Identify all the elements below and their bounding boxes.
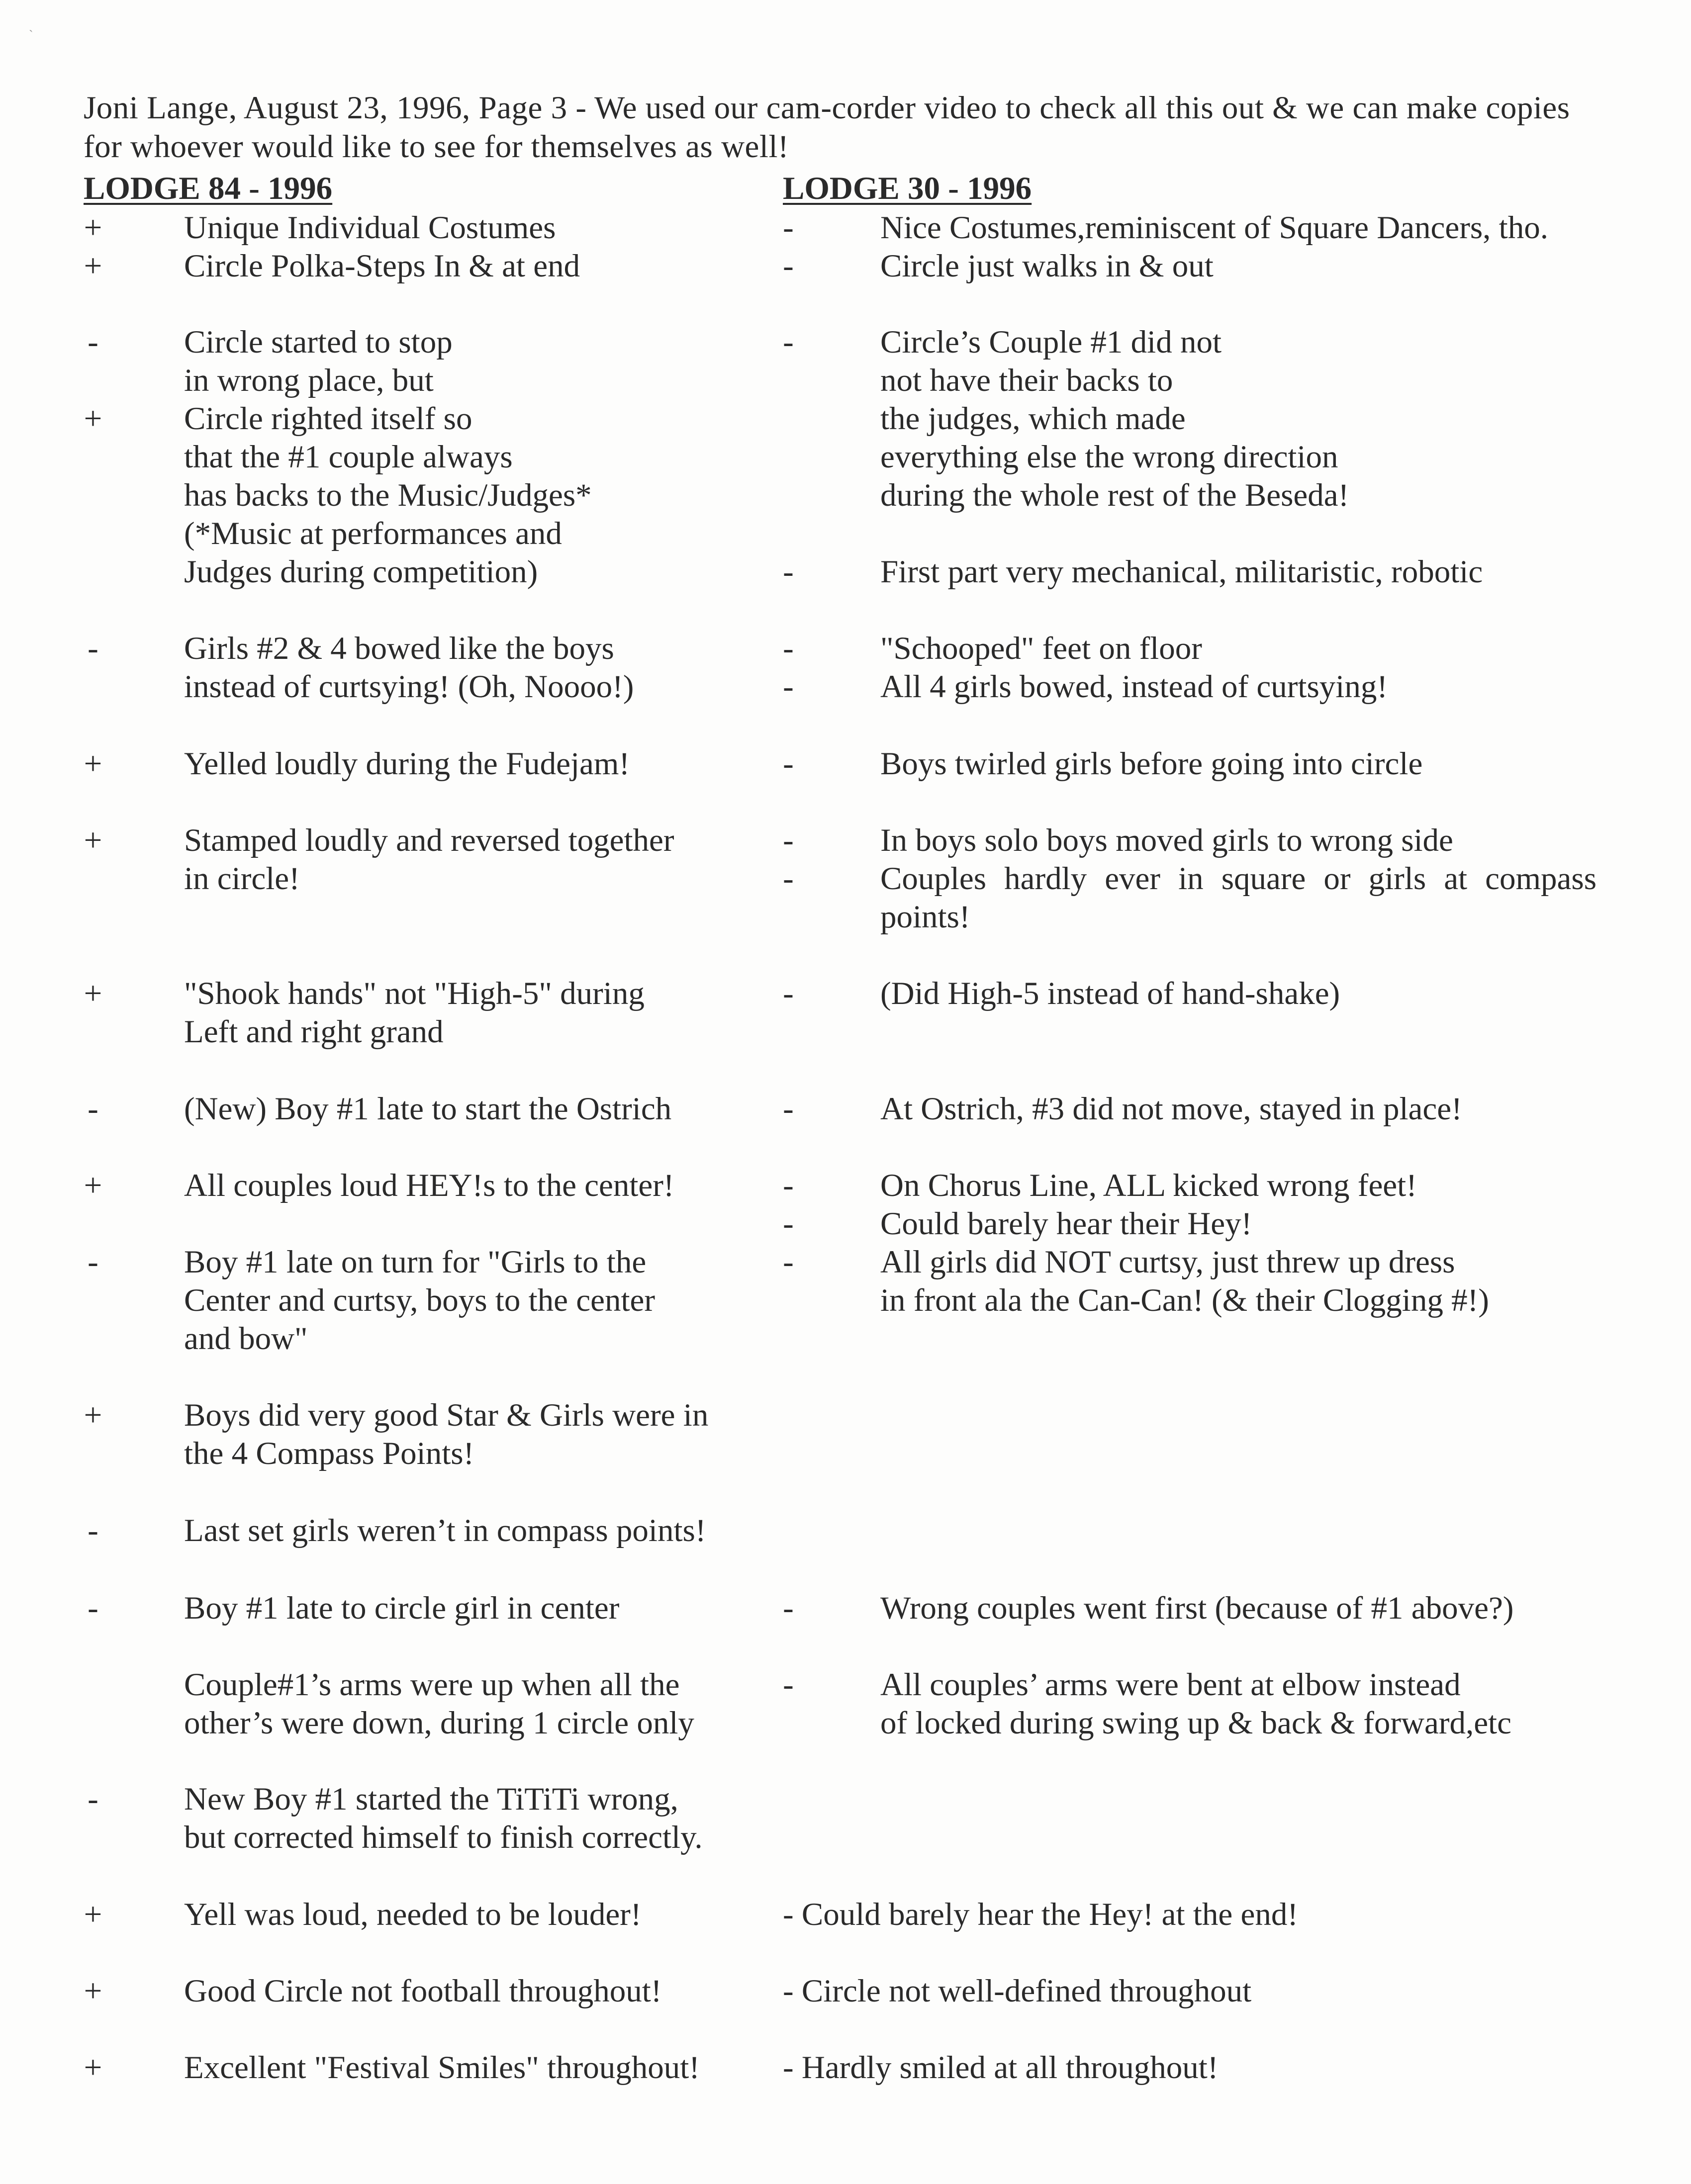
- left-entry: All couples loud HEY!s to the center!: [184, 1168, 674, 1203]
- left-symbol: -: [88, 1513, 98, 1548]
- right-symbol: -: [783, 248, 794, 284]
- left-entry: Good Circle not football throughout!: [184, 1973, 662, 2009]
- left-entry: Last set girls weren’t in compass points!: [184, 1513, 706, 1548]
- right-entry: Boys twirled girls before going into circle: [880, 746, 1423, 782]
- right-symbol: -: [783, 861, 794, 897]
- right-entry: - Hardly smiled at all throughout!: [783, 2050, 1219, 2086]
- right-symbol: -: [783, 554, 794, 590]
- right-entry: - Circle not well-defined throughout: [783, 1973, 1252, 2009]
- left-entry: Circle righted itself so that the #1 couple always has backs to the Music/Judges* (*Music at performances and Judges during competition): [184, 401, 592, 590]
- right-column-heading: LODGE 30 - 1996: [783, 171, 1032, 206]
- left-entry: Boys did very good Star & Girls were in the 4 Compass Points!: [184, 1397, 709, 1471]
- left-entry: Excellent "Festival Smiles" throughout!: [184, 2050, 700, 2086]
- right-symbol: -: [783, 669, 794, 705]
- left-symbol: -: [88, 1091, 98, 1127]
- right-symbol: -: [783, 1244, 794, 1280]
- right-symbol: -: [783, 210, 794, 246]
- right-symbol: -: [783, 1590, 794, 1626]
- right-entry: All couples’ arms were bent at elbow instead of locked during swing up & back & forward,etc: [880, 1667, 1511, 1741]
- right-entry: In boys solo boys moved girls to wrong side: [880, 822, 1453, 858]
- left-entry: Stamped loudly and reversed together in circle!: [184, 822, 674, 897]
- right-symbol: -: [783, 1091, 794, 1127]
- intro-paragraph: Joni Lange, August 23, 1996, Page 3 - We used our cam-corder video to check all this out & we can make copies for whoever would like to see for themselves as well!: [84, 90, 1570, 165]
- right-entry: At Ostrich, #3 did not move, stayed in place!: [880, 1091, 1462, 1127]
- left-symbol: +: [84, 1897, 102, 1932]
- left-entry: Girls #2 & 4 bowed like the boys instead of curtsying! (Oh, Noooo!): [184, 631, 634, 705]
- left-symbol: -: [88, 1781, 98, 1817]
- left-column-heading: LODGE 84 - 1996: [84, 171, 333, 206]
- left-entry: Circle Polka-Steps In & at end: [184, 248, 580, 284]
- right-entry: (Did High-5 instead of hand-shake): [880, 976, 1340, 1011]
- left-symbol: +: [84, 2050, 102, 2086]
- left-entry: Circle started to stop in wrong place, but: [184, 324, 453, 398]
- right-entry: - Could barely hear the Hey! at the end!: [783, 1897, 1298, 1932]
- left-symbol: +: [84, 1973, 102, 2009]
- left-symbol: +: [84, 248, 102, 284]
- left-entry: Boy #1 late to circle girl in center: [184, 1590, 620, 1626]
- right-entry: Circle’s Couple #1 did not not have their backs to the judges, which made everything else the wrong direction during the whole rest of the Beseda!: [880, 324, 1349, 513]
- right-entry: Could barely hear their Hey!: [880, 1206, 1252, 1242]
- right-symbol: -: [783, 1667, 794, 1703]
- left-entry: "Shook hands" not "High-5" during Left and right grand: [184, 976, 645, 1050]
- right-entry: Nice Costumes,reminiscent of Square Dancers, tho.: [880, 210, 1548, 246]
- right-entry: Wrong couples went first (because of #1 above?): [880, 1590, 1514, 1626]
- left-symbol: +: [84, 210, 102, 246]
- right-symbol: -: [783, 1206, 794, 1242]
- left-symbol: +: [84, 976, 102, 1011]
- left-symbol: +: [84, 1168, 102, 1203]
- left-entry: Boy #1 late on turn for "Girls to the Center and curtsy, boys to the center and bow": [184, 1244, 656, 1357]
- right-entry: All 4 girls bowed, instead of curtsying!: [880, 669, 1388, 705]
- left-entry: Yell was loud, needed to be louder!: [184, 1897, 642, 1932]
- right-entry: Couples hardly ever in square or girls at compass points!: [880, 861, 1597, 935]
- right-entry: Circle just walks in & out: [880, 248, 1214, 284]
- right-entry: All girls did NOT curtsy, just threw up dress in front ala the Can-Can! (& their Clogging #!): [880, 1244, 1489, 1318]
- left-symbol: -: [88, 1244, 98, 1280]
- left-symbol: +: [84, 1397, 102, 1433]
- right-symbol: -: [783, 746, 794, 782]
- left-entry: Couple#1’s arms were up when all the other’s were down, during 1 circle only: [184, 1667, 694, 1741]
- left-symbol: +: [84, 822, 102, 858]
- left-symbol: +: [84, 401, 102, 437]
- right-symbol: -: [783, 976, 794, 1011]
- right-entry: First part very mechanical, militaristic, robotic: [880, 554, 1483, 590]
- left-symbol: -: [88, 631, 98, 666]
- right-symbol: -: [783, 324, 794, 360]
- left-entry: (New) Boy #1 late to start the Ostrich: [184, 1091, 672, 1127]
- left-entry: New Boy #1 started the TiTiTi wrong, but corrected himself to finish correctly.: [184, 1781, 703, 1855]
- right-entry: On Chorus Line, ALL kicked wrong feet!: [880, 1168, 1417, 1203]
- right-symbol: -: [783, 822, 794, 858]
- right-symbol: -: [783, 631, 794, 666]
- left-symbol: -: [88, 1590, 98, 1626]
- left-entry: Yelled loudly during the Fudejam!: [184, 746, 630, 782]
- scan-mark: ˏ: [29, 18, 33, 32]
- right-entry: "Schooped" feet on floor: [880, 631, 1202, 666]
- right-symbol: -: [783, 1168, 794, 1203]
- left-entry: Unique Individual Costumes: [184, 210, 556, 246]
- left-symbol: +: [84, 746, 102, 782]
- left-symbol: -: [88, 324, 98, 360]
